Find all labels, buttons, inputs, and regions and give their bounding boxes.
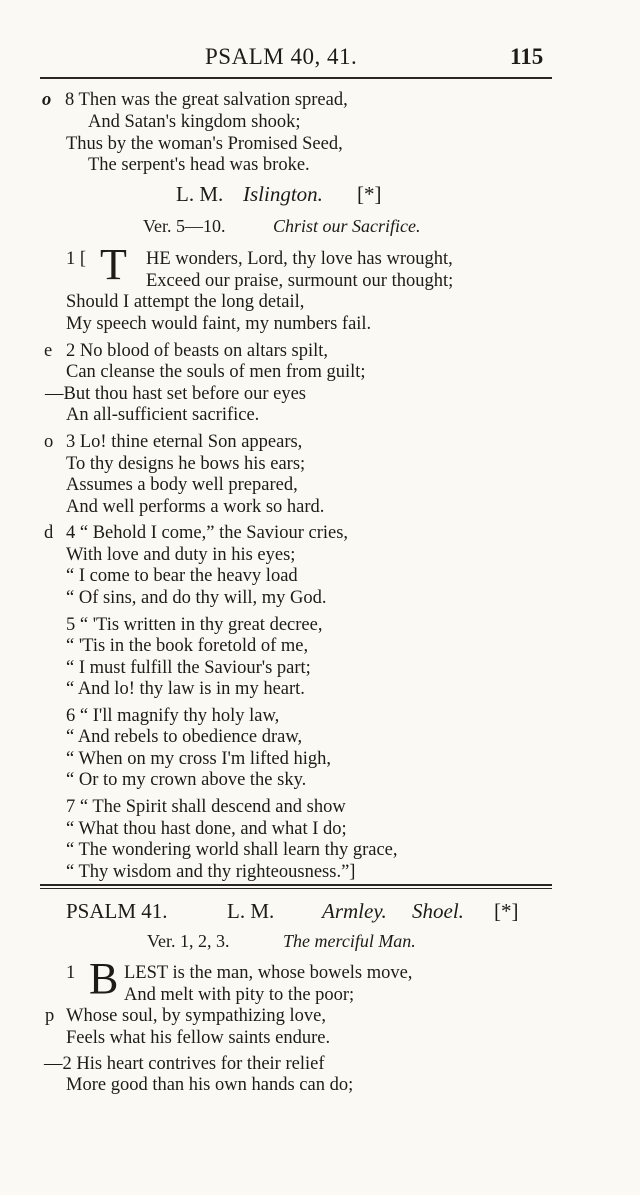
- verse-line: Can cleanse the souls of men from guilt;: [66, 362, 366, 382]
- tune-name: Islington.: [243, 182, 323, 206]
- verse-line: 6 “ I'll magnify thy holy law,: [66, 706, 280, 726]
- page-number: 115: [510, 44, 544, 69]
- verse-range: Ver. 1, 2, 3.: [147, 931, 230, 951]
- verse-line: “ Thy wisdom and thy righteousness.”]: [66, 862, 356, 882]
- tag: [*]: [494, 899, 519, 923]
- section-rule-thin: [40, 888, 552, 889]
- drop-cap: T: [100, 240, 127, 289]
- verse-line: LEST is the man, whose bowels move,: [124, 963, 413, 983]
- section-rule: [40, 884, 552, 886]
- verse-line: And well performs a work so hard.: [66, 497, 325, 517]
- verse-line: HE wonders, Lord, thy love has wrought,: [146, 249, 453, 269]
- verse-line: —But thou hast set before our eyes: [45, 384, 306, 404]
- verse-line: More good than his own hands can do;: [66, 1075, 354, 1095]
- meter: L. M.: [227, 899, 275, 923]
- verse-line: “ 'Tis in the book foretold of me,: [66, 636, 309, 656]
- verse-line: “ When on my cross I'm lifted high,: [66, 749, 332, 769]
- verse-line: With love and duty in his eyes;: [66, 545, 296, 565]
- verse-line: Assumes a body well prepared,: [66, 475, 298, 495]
- verse-line: “ The wondering world shall learn thy grace,: [66, 840, 398, 860]
- verse-line: The serpent's head was broke.: [88, 155, 310, 175]
- verse-line: “ Or to my crown above the sky.: [66, 770, 307, 790]
- verse-line: 7 “ The Spirit shall descend and show: [66, 797, 346, 817]
- verse-line: 3 Lo! thine eternal Son appears,: [66, 432, 303, 452]
- verse-line: Thus by the woman's Promised Seed,: [66, 134, 343, 154]
- tune-name: Armley.: [322, 899, 387, 923]
- running-title: PSALM 40, 41.: [205, 44, 358, 69]
- verse-mark: p: [45, 1006, 55, 1026]
- verse-line: 5 “ 'Tis written in thy great decree,: [66, 615, 323, 635]
- verse-line: “ And lo! thy law is in my heart.: [66, 679, 305, 699]
- verse-line: “ I come to bear the heavy load: [66, 566, 298, 586]
- verse-range: Ver. 5—10.: [143, 216, 226, 236]
- verse-line: “ I must fulfill the Saviour's part;: [66, 658, 311, 678]
- psalm-number: PSALM 41.: [66, 899, 168, 923]
- verse-line: And melt with pity to the poor;: [124, 985, 355, 1005]
- verse-mark: e: [44, 341, 53, 361]
- hymn-subtitle: The merciful Man.: [283, 931, 416, 951]
- header-rule: [40, 77, 552, 79]
- verse-line: —2 His heart contrives for their relief: [44, 1054, 325, 1074]
- verse-line: Feels what his fellow saints endure.: [66, 1028, 331, 1048]
- verse-line: 4 “ Behold I come,” the Saviour cries,: [66, 523, 349, 543]
- verse-line: “ And rebels to obedience draw,: [66, 727, 303, 747]
- verse-line: An all-sufficient sacrifice.: [66, 405, 260, 425]
- verse-line: My speech would faint, my numbers fail.: [66, 314, 372, 334]
- tag: [*]: [357, 182, 382, 206]
- verse-line: Should I attempt the long detail,: [66, 292, 305, 312]
- verse-line: 8 Then was the great salvation spread,: [65, 90, 348, 110]
- verse-line: 2 No blood of beasts on altars spilt,: [66, 341, 329, 361]
- verse-mark: d: [44, 523, 54, 543]
- verse-mark: o: [42, 90, 52, 110]
- drop-cap: B: [89, 954, 119, 1003]
- verse-line: “ Of sins, and do thy will, my God.: [66, 588, 327, 608]
- verse-line: To thy designs he bows his ears;: [66, 454, 306, 474]
- verse-line: And Satan's kingdom shook;: [88, 112, 301, 132]
- page-header: [0, 42, 640, 78]
- verse-line: Exceed our praise, surmount our thought;: [146, 271, 454, 291]
- verse-mark: o: [44, 432, 54, 452]
- verse-line: “ What thou hast done, and what I do;: [66, 819, 347, 839]
- hymn-subtitle: Christ our Sacrifice.: [273, 216, 421, 236]
- meter: L. M.: [176, 182, 224, 206]
- tune-name: Shoel.: [412, 899, 464, 923]
- verse-line: Whose soul, by sympathizing love,: [66, 1006, 326, 1026]
- stanza-number: 1 [: [66, 249, 87, 269]
- stanza-number: 1: [66, 963, 76, 983]
